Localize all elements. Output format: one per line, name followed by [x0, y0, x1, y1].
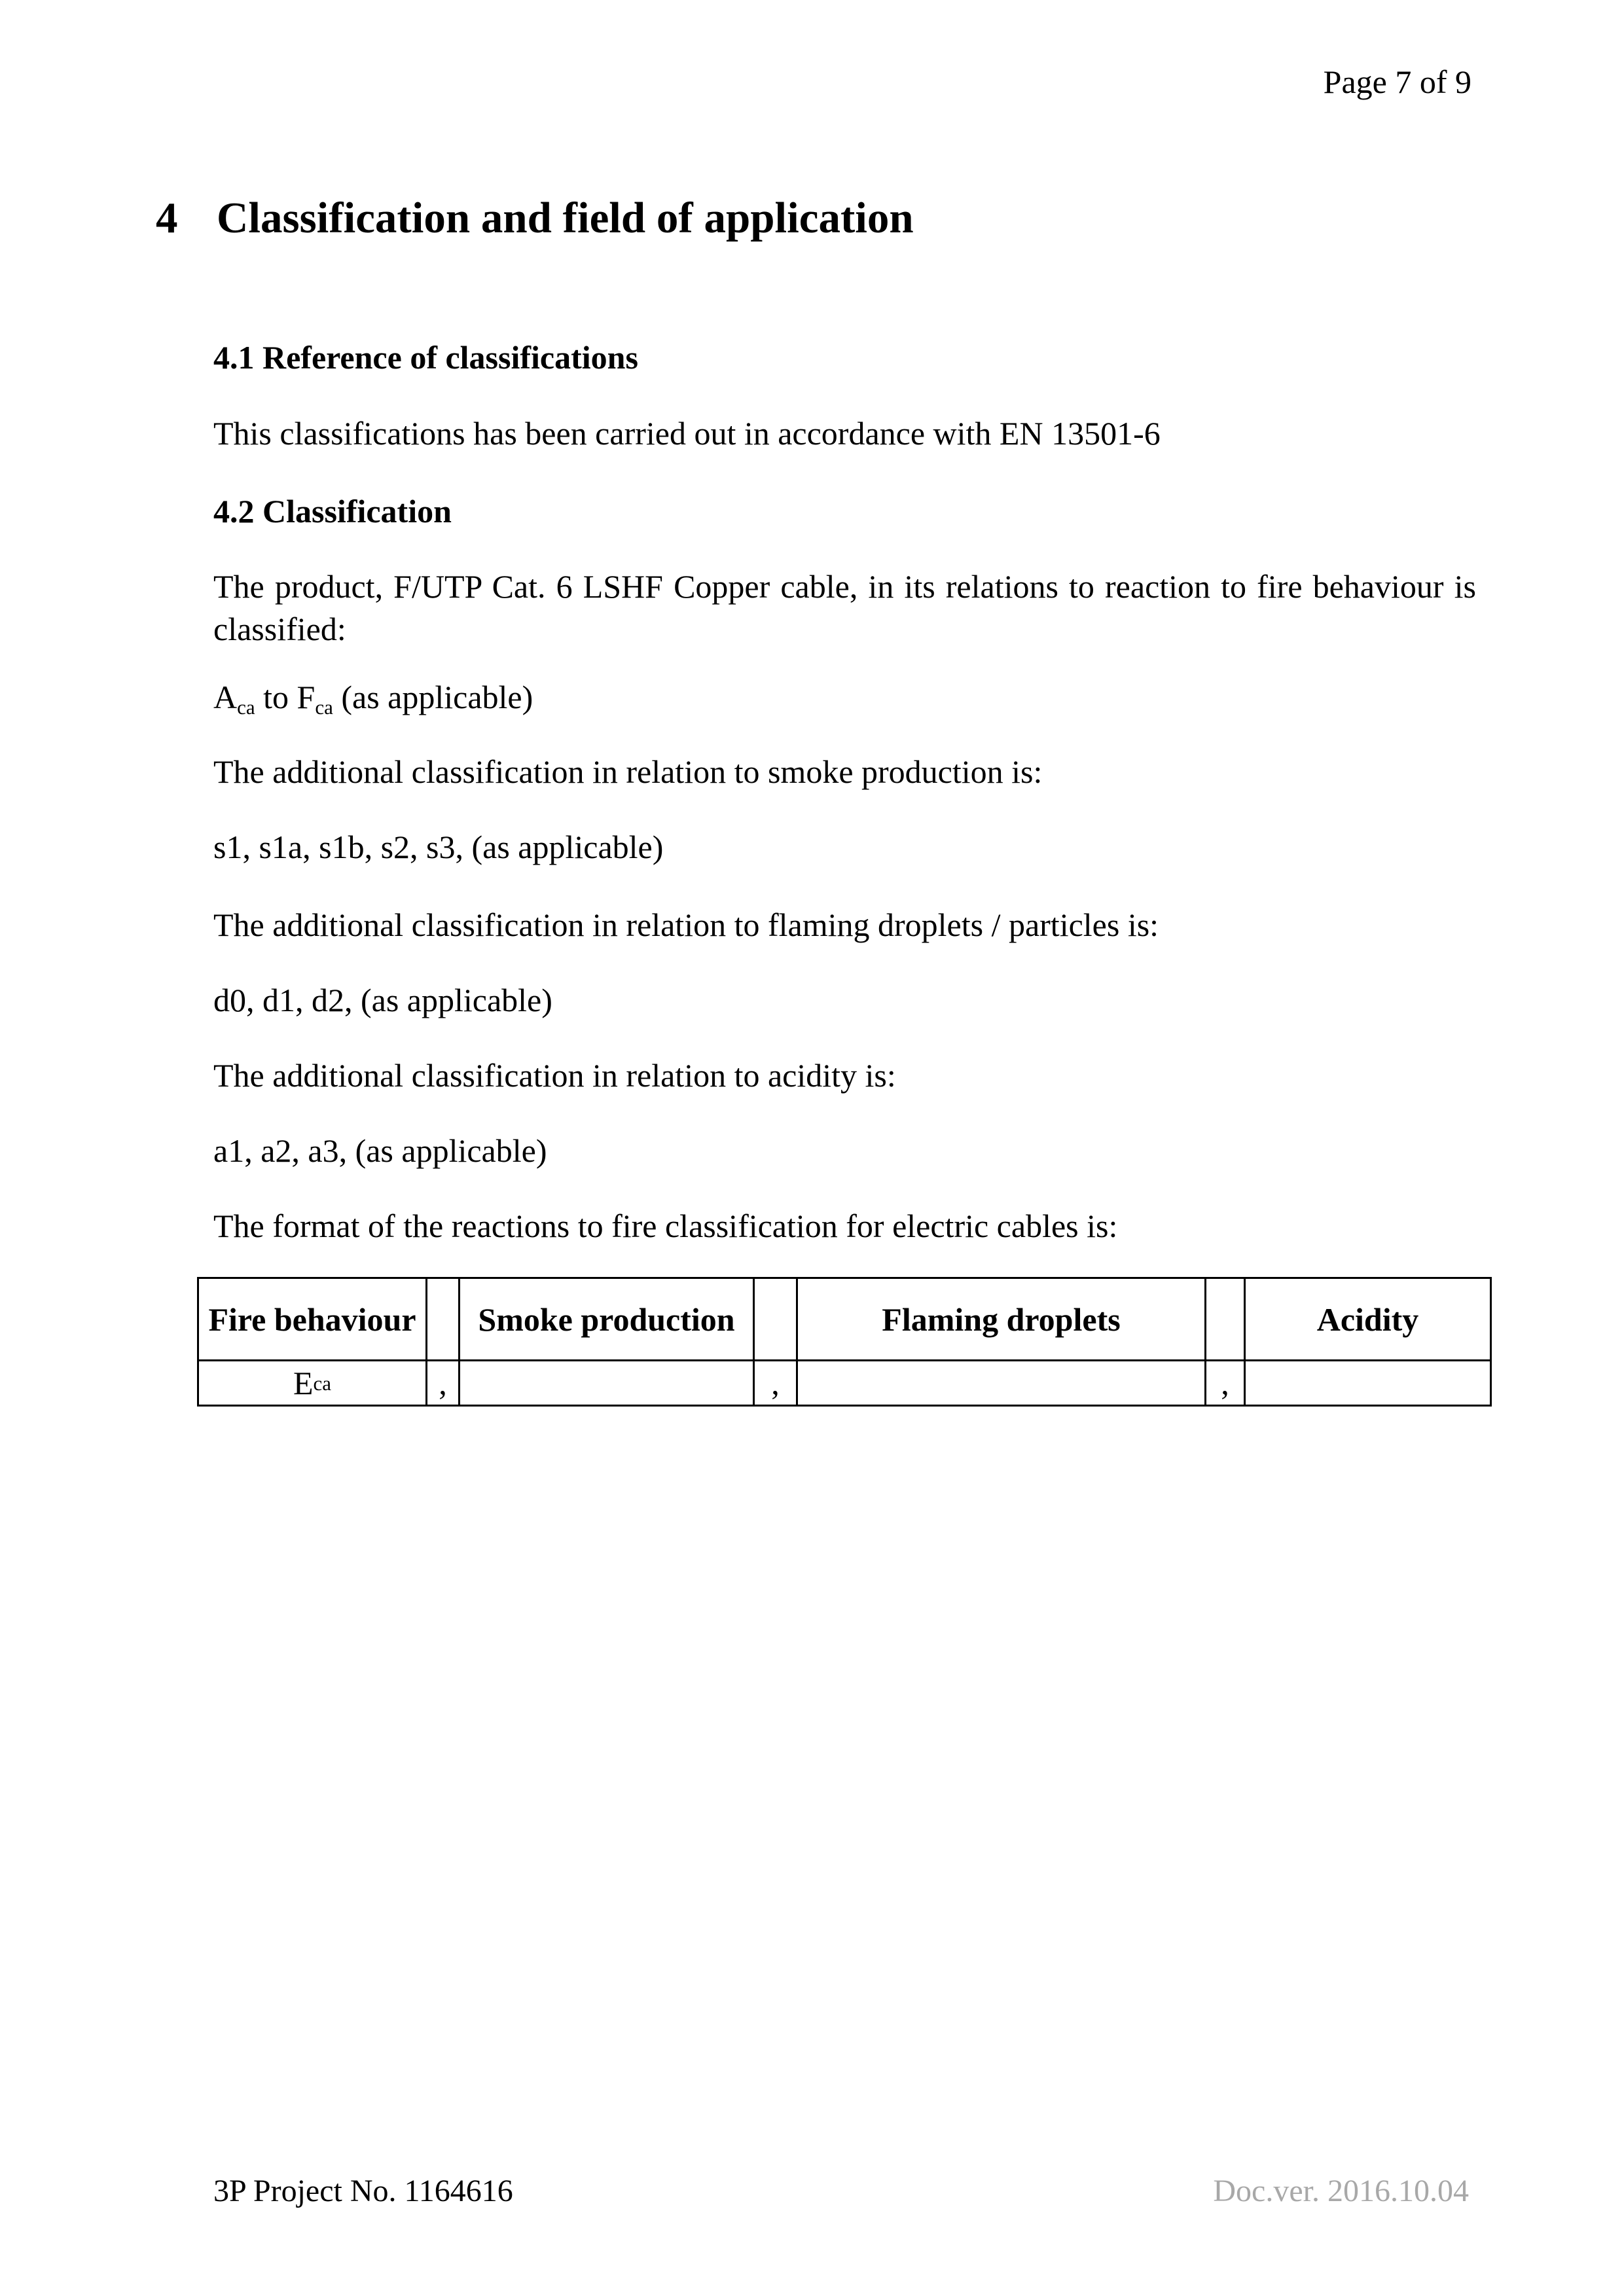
acidity-classification-values: a1, a2, a3, (as applicable) — [213, 1132, 547, 1169]
droplets-classification-intro: The additional classification in relation to flaming droplets / particles is: — [213, 906, 1159, 943]
table-header-gap-3 — [1206, 1279, 1246, 1361]
table-header-fire-behaviour: Fire behaviour — [199, 1279, 427, 1361]
format-intro: The format of the reactions to fire classification for electric cables is: — [213, 1208, 1118, 1244]
table-cell-separator-2: , — [755, 1361, 798, 1405]
product-paragraph-line1: The product, F/UTP Cat. 6 LSHF Copper cable, in its relations to reaction to fire behaviour is — [213, 568, 1476, 605]
table-header-flaming-droplets: Flaming droplets — [798, 1279, 1206, 1361]
acidity-classification-intro: The additional classification in relation to acidity is: — [213, 1057, 896, 1094]
section-heading-number: 4 — [156, 194, 178, 242]
table-header-gap-2 — [755, 1279, 798, 1361]
section-heading — [156, 192, 914, 244]
subsection-41-body: This classifications has been carried out in accordance with EN 13501-6 — [213, 415, 1161, 452]
table-cell-droplets-value — [798, 1361, 1206, 1405]
subsection-41-title: 4.1 Reference of classifications — [213, 339, 638, 376]
fire-class-tail: (as applicable) — [333, 679, 533, 715]
table-cell-fire-class — [199, 1361, 427, 1405]
footer-project-number: 3P Project No. 1164616 — [213, 2174, 513, 2208]
product-paragraph — [213, 565, 1476, 651]
table-cell-smoke-value — [460, 1361, 755, 1405]
page-number: Page 7 of 9 — [1323, 63, 1471, 100]
fire-class-range — [213, 676, 533, 728]
classification-format-table — [197, 1277, 1492, 1407]
table-cell-separator-1: , — [427, 1361, 460, 1405]
footer-doc-version: Doc.ver. 2016.10.04 — [1213, 2174, 1469, 2208]
table-header-gap-1 — [427, 1279, 460, 1361]
fire-class-sub1: ca — [237, 696, 255, 719]
section-heading-title: Classification and field of application — [217, 194, 914, 242]
product-paragraph-line2: classified: — [213, 611, 346, 647]
table-header-acidity: Acidity — [1246, 1279, 1490, 1361]
droplets-classification-values: d0, d1, d2, (as applicable) — [213, 982, 552, 1018]
fire-class-sub2: ca — [315, 696, 333, 719]
fire-class-middle: to F — [255, 679, 316, 715]
smoke-classification-values: s1, s1a, s1b, s2, s3, (as applicable) — [213, 829, 664, 865]
table-cell-acidity-value — [1246, 1361, 1490, 1405]
fire-class-value-base: E — [293, 1364, 314, 1401]
fire-class-base1: A — [213, 679, 238, 715]
fire-class-value-sub: ca — [313, 1371, 332, 1395]
subsection-42-title: 4.2 Classification — [213, 493, 452, 529]
table-header-smoke-production: Smoke production — [460, 1279, 755, 1361]
smoke-classification-intro: The additional classification in relation to smoke production is: — [213, 753, 1043, 790]
table-cell-separator-3: , — [1206, 1361, 1246, 1405]
